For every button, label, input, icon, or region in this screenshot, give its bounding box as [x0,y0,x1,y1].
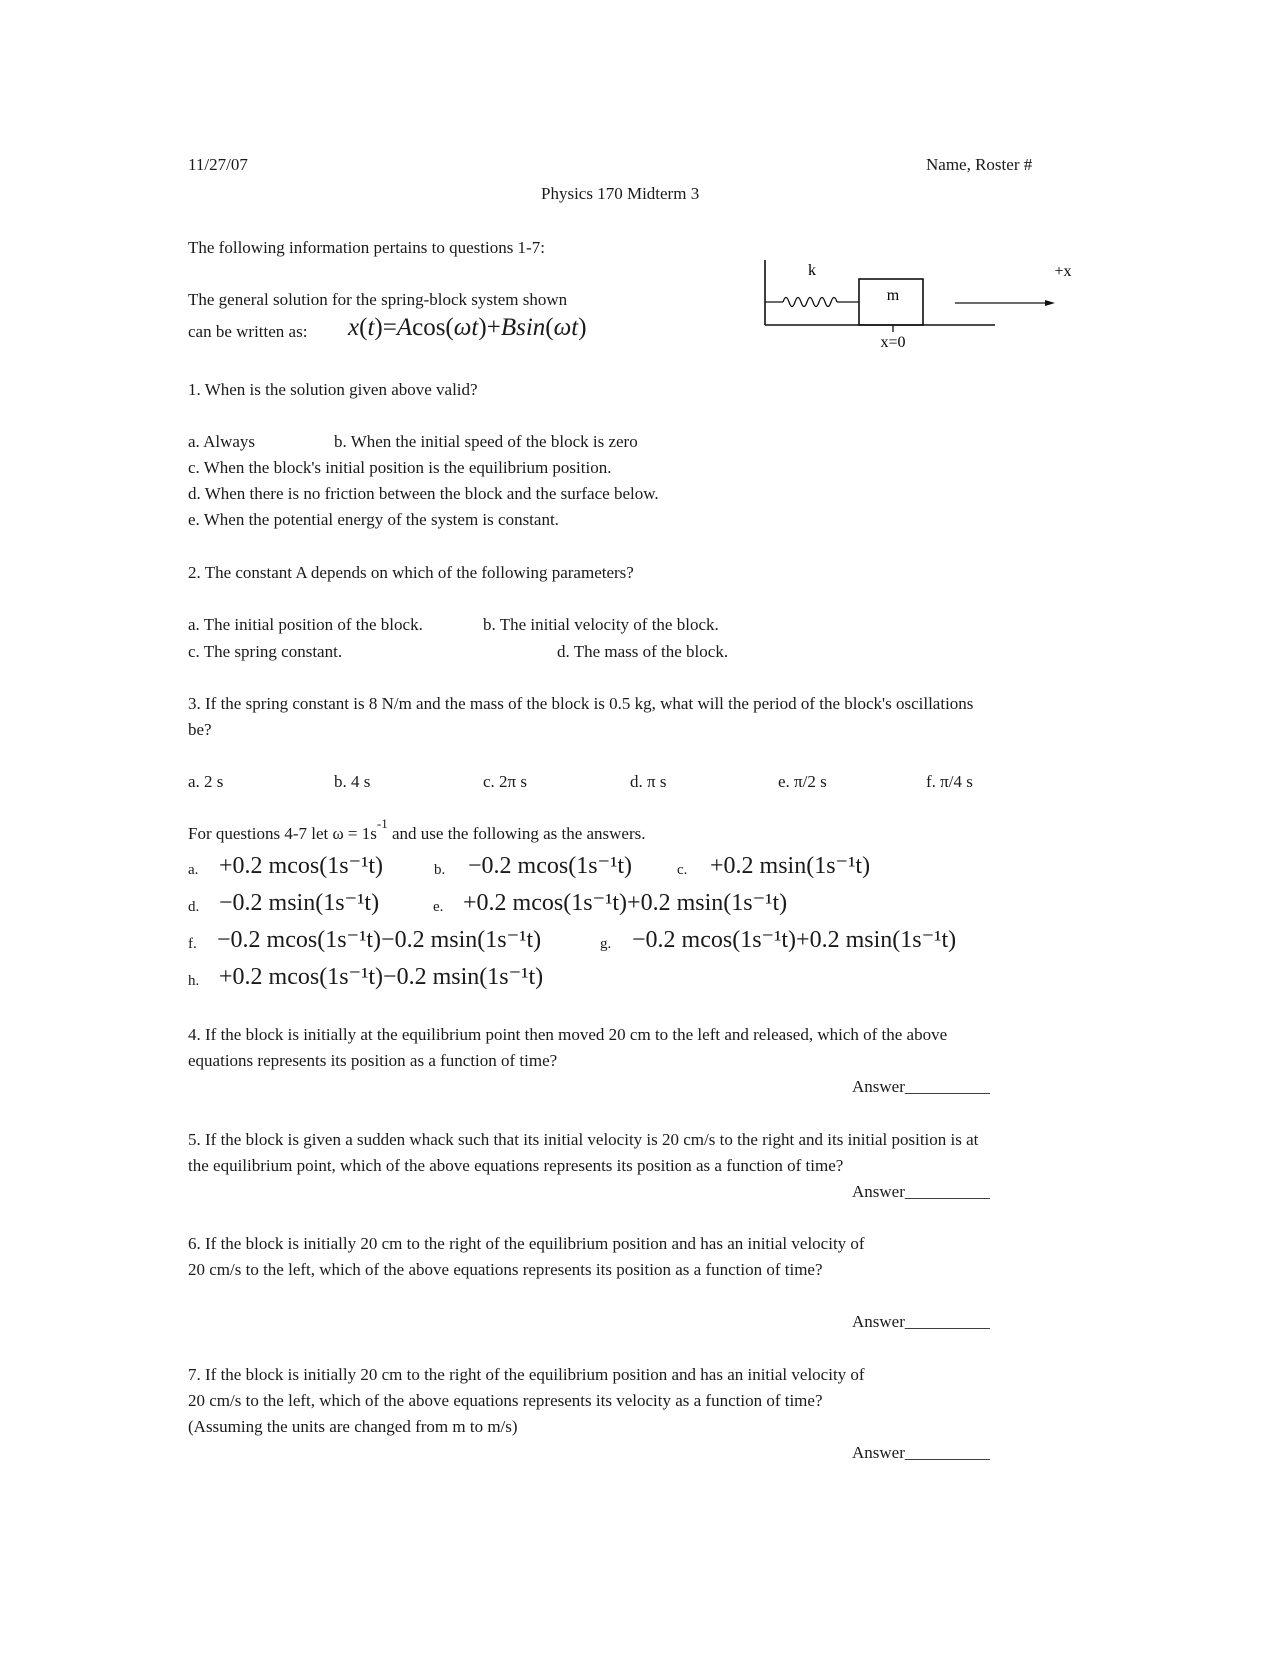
q3-option-d: d. π s [630,772,667,791]
q5-line2: the equilibrium point, which of the above equations represents its position as a function of time? [188,1156,844,1175]
general-solution-equation: x(t)=Acos(ωt)+Bsin(ωt) [348,314,587,341]
intro-general-line1: The general solution for the spring-block system shown [188,290,568,309]
spring-block-diagram [755,252,1075,352]
q1-text: 1. When is the solution given above valid? [188,380,478,399]
q3-option-a: a. 2 s [188,772,224,791]
q7-line3: (Assuming the units are changed from m to m/s) [188,1417,518,1436]
origin-label: x=0 [880,334,906,351]
q3-option-e: e. π/2 s [778,772,827,791]
q7-line1: 7. If the block is initially 20 cm to the right of the equilibrium position and has an initial velocity of [188,1365,865,1384]
arrow-head [1045,300,1055,306]
q1-option-d: d. When there is no friction between the block and the surface below. [188,484,659,503]
option-d-equation: −0.2 msin(1s⁻¹t) [219,890,380,916]
option-a-equation: +0.2 mcos(1s⁻¹t) [219,853,384,879]
intro-general-line2: can be written as: [188,322,308,341]
option-c-letter: c. [677,862,688,878]
option-b-letter: b. [434,862,446,878]
spring-constant-label: k [808,262,816,279]
axis-label: +x [1054,263,1072,280]
q3-option-b: b. 4 s [334,772,371,791]
option-b-equation: −0.2 mcos(1s⁻¹t) [468,853,633,879]
intro-pertains: The following information pertains to questions 1-7: [188,238,545,257]
option-g-letter: g. [600,936,612,952]
q4-answer-blank[interactable]: Answer__________ [852,1077,990,1096]
q2-option-b: b. The initial velocity of the block. [483,615,719,634]
option-c-equation: +0.2 msin(1s⁻¹t) [710,853,871,879]
q4-7-intro: For questions 4-7 let $\omega = 1s^{-1}$ and use the following as the answers. [188,816,646,843]
q3-option-c: c. 2π s [483,772,527,791]
q5-line1: 5. If the block is given a sudden whack such that its initial velocity is 20 cm/s to the right and its initial position is at [188,1130,979,1149]
option-e-letter: e. [433,899,444,915]
q3-text-line2: be? [188,720,212,739]
option-f-letter: f. [188,936,197,952]
q6-line1: 6. If the block is initially 20 cm to the right of the equilibrium position and has an initial velocity of [188,1234,865,1253]
q6-line2: 20 cm/s to the left, which of the above equations represents its position as a function of time? [188,1260,823,1279]
q7-answer-blank[interactable]: Answer__________ [852,1443,990,1462]
q5-answer-blank[interactable]: Answer__________ [852,1182,990,1201]
q1-option-b: b. When the initial speed of the block is zero [334,432,638,451]
q2-option-c: c. The spring constant. [188,642,343,661]
q2-text: 2. The constant A depends on which of the following parameters? [188,563,634,582]
mass-label: m [886,287,900,304]
q3-text-line1: 3. If the spring constant is 8 N/m and the mass of the block is 0.5 kg, what will the period of the block's oscillations [188,694,974,713]
name-roster-field: Name, Roster # [926,155,1033,174]
page-title: Physics 170 Midterm 3 [541,184,700,203]
q4-line2: equations represents its position as a function of time? [188,1051,558,1070]
q1-option-e: e. When the potential energy of the system is constant. [188,510,559,529]
q2-option-a: a. The initial position of the block. [188,615,423,634]
q3-option-f: f. π/4 s [926,772,973,791]
q4-line1: 4. If the block is initially at the equilibrium point then moved 20 cm to the left and released, which of the above [188,1025,948,1044]
spring [765,298,859,307]
option-d-letter: d. [188,899,200,915]
option-e-equation: +0.2 mcos(1s⁻¹t)+0.2 msin(1s⁻¹t) [463,890,788,916]
q1-option-a: a. Always [188,432,256,451]
option-f-equation: −0.2 mcos(1s⁻¹t)−0.2 msin(1s⁻¹t) [217,927,542,953]
option-h-equation: +0.2 mcos(1s⁻¹t)−0.2 msin(1s⁻¹t) [219,964,544,990]
option-h-letter: h. [188,973,200,989]
q2-option-d: d. The mass of the block. [557,642,729,661]
option-g-equation: −0.2 mcos(1s⁻¹t)+0.2 msin(1s⁻¹t) [632,927,957,953]
q6-answer-blank[interactable]: Answer__________ [852,1312,990,1331]
exam-date: 11/27/07 [188,155,248,174]
q1-option-c: c. When the block's initial position is the equilibrium position. [188,458,612,477]
option-a-letter: a. [188,862,199,878]
q7-line2: 20 cm/s to the left, which of the above equations represents its velocity as a function of time? [188,1391,823,1410]
